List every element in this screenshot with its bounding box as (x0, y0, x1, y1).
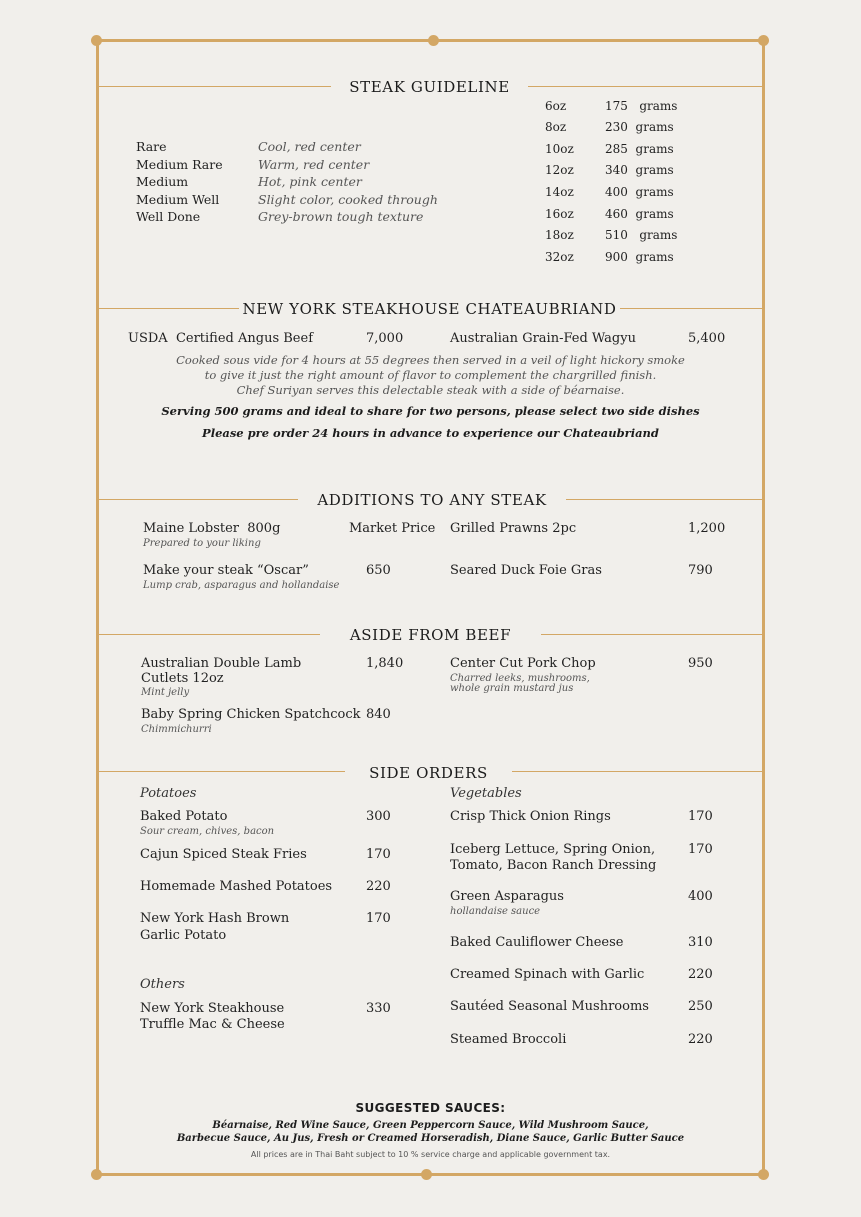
chateaubriand-note: Please pre order 24 hours in advance to experience our Chateaubriand (202, 426, 659, 440)
price-disclaimer: All prices are in Thai Baht subject to 10 % service charge and applicable government tax. (250, 1150, 611, 1159)
sauces-line: Barbecue Sauce, Au Jus, Fresh or Creamed Horseradish, Diane Sauce, Garlic Butter Sauce (176, 1133, 685, 1144)
doneness-term: Medium Well (136, 192, 220, 207)
side-item: New York Steakhouse (140, 1001, 285, 1016)
side-price: 220 (366, 879, 391, 894)
addition-item: Maine Lobster 800g (143, 521, 281, 536)
weight-grams: 230 grams (605, 120, 674, 134)
weight-oz: 14oz (545, 185, 574, 199)
side-note: hollandaise sauce (450, 906, 541, 917)
side-item: Baked Cauliflower Cheese (450, 935, 624, 950)
addition-note: Prepared to your liking (143, 538, 261, 549)
rule-guideline-right (528, 86, 762, 87)
side-item: Green Asparagus (450, 889, 564, 904)
rule-sides-right (512, 771, 762, 772)
weight-grams: 175 grams (605, 99, 678, 113)
side-price: 250 (688, 999, 713, 1014)
chateaubriand-item: Australian Grain-Fed Wagyu (450, 331, 636, 346)
chateaubriand-item: USDA Certified Angus Beef (128, 331, 314, 346)
corner-dot-tr (758, 35, 769, 46)
rule-additions-left (99, 499, 298, 500)
weight-oz: 12oz (545, 163, 574, 177)
weight-grams: 400 grams (605, 185, 674, 199)
frame-left (96, 40, 99, 1175)
category-potatoes: Potatoes (140, 786, 197, 801)
top-center-dot (428, 35, 439, 46)
side-item: Crisp Thick Onion Rings (450, 809, 611, 824)
doneness-term: Rare (136, 139, 167, 154)
category-vegetables: Vegetables (450, 786, 522, 801)
side-price: 310 (688, 935, 713, 950)
side-price: 170 (688, 842, 713, 857)
addition-item: Make your steak “Oscar” (143, 563, 309, 578)
addition-item: Grilled Prawns 2pc (450, 521, 577, 536)
rule-chateaubriand-left (99, 308, 239, 309)
side-price: 170 (366, 911, 391, 926)
sauces-line: Béarnaise, Red Wine Sauce, Green Peppercorn Sauce, Wild Mushroom Sauce, (212, 1120, 649, 1131)
weight-oz: 18oz (545, 228, 574, 242)
addition-item: Seared Duck Foie Gras (450, 563, 602, 578)
side-item: Sautéed Seasonal Mushrooms (450, 999, 649, 1014)
side-item: Baked Potato (140, 809, 228, 824)
chateaubriand-desc-line: Chef Suriyan serves this delectable steak with a side of béarnaise. (236, 383, 625, 397)
weight-oz: 16oz (545, 207, 574, 221)
side-price: 170 (366, 847, 391, 862)
side-item: Creamed Spinach with Garlic (450, 967, 645, 982)
doneness-desc: Hot, pink center (258, 174, 362, 189)
aside-price: 950 (688, 656, 713, 671)
rule-aside-left (99, 634, 320, 635)
rule-guideline-left (99, 86, 331, 87)
weight-grams: 460 grams (605, 207, 674, 221)
section-title-steak-guideline: STEAK GUIDELINE (349, 78, 510, 96)
section-title-chateaubriand: NEW YORK STEAKHOUSE CHATEAUBRIAND (242, 300, 617, 318)
weight-grams: 510 grams (605, 228, 678, 242)
side-price: 220 (688, 967, 713, 982)
side-note: Sour cream, chives, bacon (140, 826, 275, 837)
side-price: 400 (688, 889, 713, 904)
side-price: 170 (688, 809, 713, 824)
rule-chateaubriand-right (620, 308, 762, 309)
aside-note: Chimmichurri (141, 724, 212, 735)
bottom-center-dot (421, 1169, 432, 1180)
doneness-term: Medium (136, 174, 189, 189)
weight-oz: 8oz (545, 120, 567, 134)
section-title-sides: SIDE ORDERS (369, 764, 488, 782)
corner-dot-br (758, 1169, 769, 1180)
aside-note: Charred leeks, mushrooms, (450, 673, 590, 684)
chateaubriand-desc-line: Cooked sous vide for 4 hours at 55 degrees then served in a veil of light hickory smoke (176, 353, 685, 367)
section-title-aside: ASIDE FROM BEEF (349, 626, 512, 644)
aside-item: Australian Double Lamb (141, 656, 302, 671)
aside-item: Cutlets 12oz (141, 671, 224, 686)
side-price: 220 (688, 1032, 713, 1047)
side-item: Steamed Broccoli (450, 1032, 567, 1047)
doneness-desc: Slight color, cooked through (258, 192, 438, 207)
chateaubriand-desc-line: to give it just the right amount of flavor to complement the chargrilled finish. (204, 368, 657, 382)
side-item: New York Hash Brown (140, 911, 290, 926)
rule-aside-right (541, 634, 762, 635)
side-item: Homemade Mashed Potatoes (140, 879, 333, 894)
addition-note: Lump crab, asparagus and hollandaise (143, 580, 340, 591)
chateaubriand-price: 7,000 (366, 331, 404, 346)
addition-price: 790 (688, 563, 713, 578)
sauces-title: SUGGESTED SAUCES: (355, 1101, 506, 1115)
doneness-term: Well Done (136, 209, 201, 224)
aside-price: 840 (366, 707, 391, 722)
aside-price: 1,840 (366, 656, 404, 671)
side-item: Garlic Potato (140, 928, 227, 943)
frame-right (762, 40, 765, 1175)
side-item: Truffle Mac & Cheese (140, 1017, 285, 1032)
weight-oz: 6oz (545, 99, 567, 113)
aside-note: whole grain mustard jus (450, 683, 574, 694)
corner-dot-tl (91, 35, 102, 46)
weight-grams: 285 grams (605, 142, 674, 156)
chateaubriand-note: Serving 500 grams and ideal to share for two persons, please select two side dishes (161, 404, 700, 418)
addition-price: 1,200 (688, 521, 726, 536)
addition-price: 650 (366, 563, 391, 578)
aside-item: Baby Spring Chicken Spatchcock (141, 707, 361, 722)
doneness-desc: Warm, red center (258, 157, 370, 172)
corner-dot-bl (91, 1169, 102, 1180)
side-item: Cajun Spiced Steak Fries (140, 847, 307, 862)
weight-grams: 340 grams (605, 163, 674, 177)
side-price: 330 (366, 1001, 391, 1016)
rule-sides-left (99, 771, 345, 772)
side-item: Iceberg Lettuce, Spring Onion, (450, 842, 656, 857)
weight-oz: 32oz (545, 250, 574, 264)
aside-item: Center Cut Pork Chop (450, 656, 596, 671)
chateaubriand-price: 5,400 (688, 331, 726, 346)
category-others: Others (140, 977, 185, 992)
aside-note: Mint jelly (141, 687, 190, 698)
addition-price: Market Price (349, 521, 436, 536)
section-title-additions: ADDITIONS TO ANY STEAK (317, 491, 547, 509)
doneness-desc: Cool, red center (258, 139, 361, 154)
side-price: 300 (366, 809, 391, 824)
doneness-desc: Grey-brown tough texture (258, 209, 424, 224)
rule-additions-right (566, 499, 762, 500)
doneness-term: Medium Rare (136, 157, 223, 172)
weight-grams: 900 grams (605, 250, 674, 264)
weight-oz: 10oz (545, 142, 574, 156)
side-item: Tomato, Bacon Ranch Dressing (450, 858, 657, 873)
